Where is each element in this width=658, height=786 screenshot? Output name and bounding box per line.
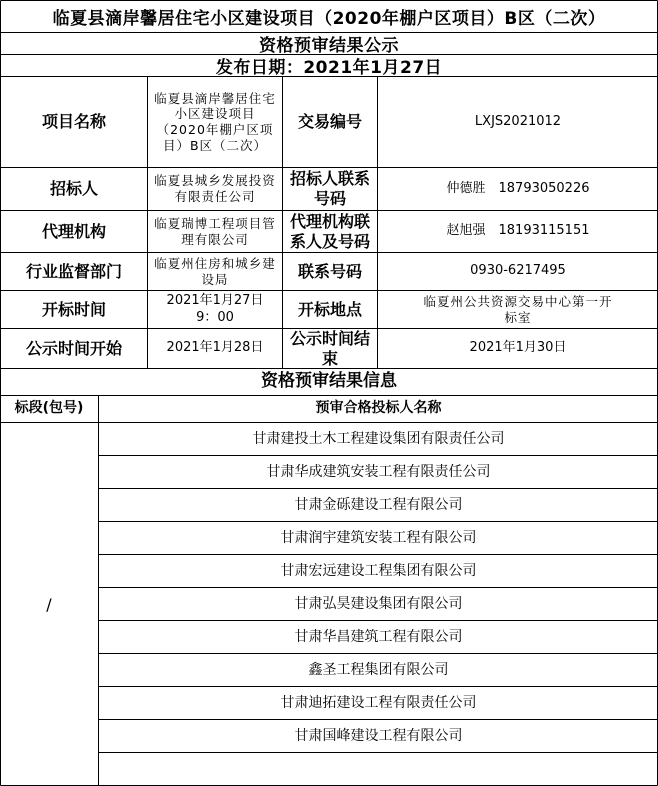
tenderer-contact-value: 仲德胜 18793050226 — [446, 180, 590, 196]
agency-label: 代理机构 — [41, 221, 106, 241]
bidder-row: 甘肃国峰建设工程有限公司 — [294, 727, 463, 744]
notice-end-value: 2021年1月30日 — [469, 340, 567, 356]
document-subtitle: 资格预审结果公示 — [259, 35, 399, 56]
agency-value: 临夏瑞博工程项目管理有限公司 — [154, 215, 276, 247]
open-place-value: 临夏州公共资源交易中心第一开标室 — [423, 293, 613, 325]
phone-label: 联系号码 — [297, 261, 362, 281]
bidder-row: 鑫圣工程集团有限公司 — [308, 661, 449, 678]
project-name-label: 项目名称 — [41, 112, 106, 131]
tenderer-label: 招标人 — [49, 179, 98, 198]
notice-start-value: 2021年1月28日 — [166, 340, 264, 356]
bidder-row: 甘肃迪拓建设工程有限责任公司 — [280, 694, 477, 711]
bidder-row: 甘肃华成建筑安装工程有限责任公司 — [266, 463, 491, 480]
column-header-bidder: 预审合格投标人名称 — [315, 400, 442, 417]
agency-contact-value: 赵旭强 18193115151 — [446, 223, 590, 239]
supervisor-value: 临夏州住房和城乡建设局 — [154, 255, 276, 287]
column-header-section: 标段(包号) — [14, 400, 84, 417]
open-time-label: 开标时间 — [41, 299, 106, 319]
trade-no-label: 交易编号 — [297, 112, 362, 131]
project-name-value: 临夏县滴岸馨居住宅小区建设项目（2020年棚户区项目）B区（二次） — [154, 90, 276, 153]
publish-date: 发布日期：2021年1月27日 — [215, 57, 443, 78]
bidder-row: 甘肃润宇建筑安装工程有限公司 — [280, 529, 477, 546]
bidder-row: 甘肃弘昊建设集团有限公司 — [294, 595, 463, 612]
section-value: / — [46, 594, 52, 614]
agency-contact-label: 代理机构联系人及号码 — [289, 211, 370, 251]
open-place-label: 开标地点 — [297, 299, 362, 319]
bidder-row: 甘肃金砾建设工程有限公司 — [294, 496, 463, 513]
phone-value: 0930-6217495 — [470, 263, 566, 279]
trade-no-value: LXJS2021012 — [474, 113, 562, 129]
bidder-row: 甘肃华昌建筑工程有限公司 — [294, 628, 463, 645]
tenderer-contact-label: 招标人联系号码 — [289, 169, 370, 208]
notice-end-label: 公示时间结束 — [289, 328, 370, 368]
tenderer-value: 临夏县城乡发展投资有限责任公司 — [154, 173, 276, 204]
bidder-row: 甘肃建投土木工程建设集团有限责任公司 — [252, 430, 505, 447]
supervisor-label: 行业监督部门 — [25, 261, 122, 281]
open-time-value: 2021年1月27日 9：00 — [166, 293, 277, 325]
notice-start-label: 公示时间开始 — [25, 338, 122, 358]
results-section-title: 资格预审结果信息 — [261, 371, 397, 392]
bidder-row: 甘肃宏远建设工程集团有限公司 — [280, 562, 477, 579]
document-title: 临夏县滴岸馨居住宅小区建设项目（2020年棚户区项目）B区（二次） — [52, 8, 606, 29]
